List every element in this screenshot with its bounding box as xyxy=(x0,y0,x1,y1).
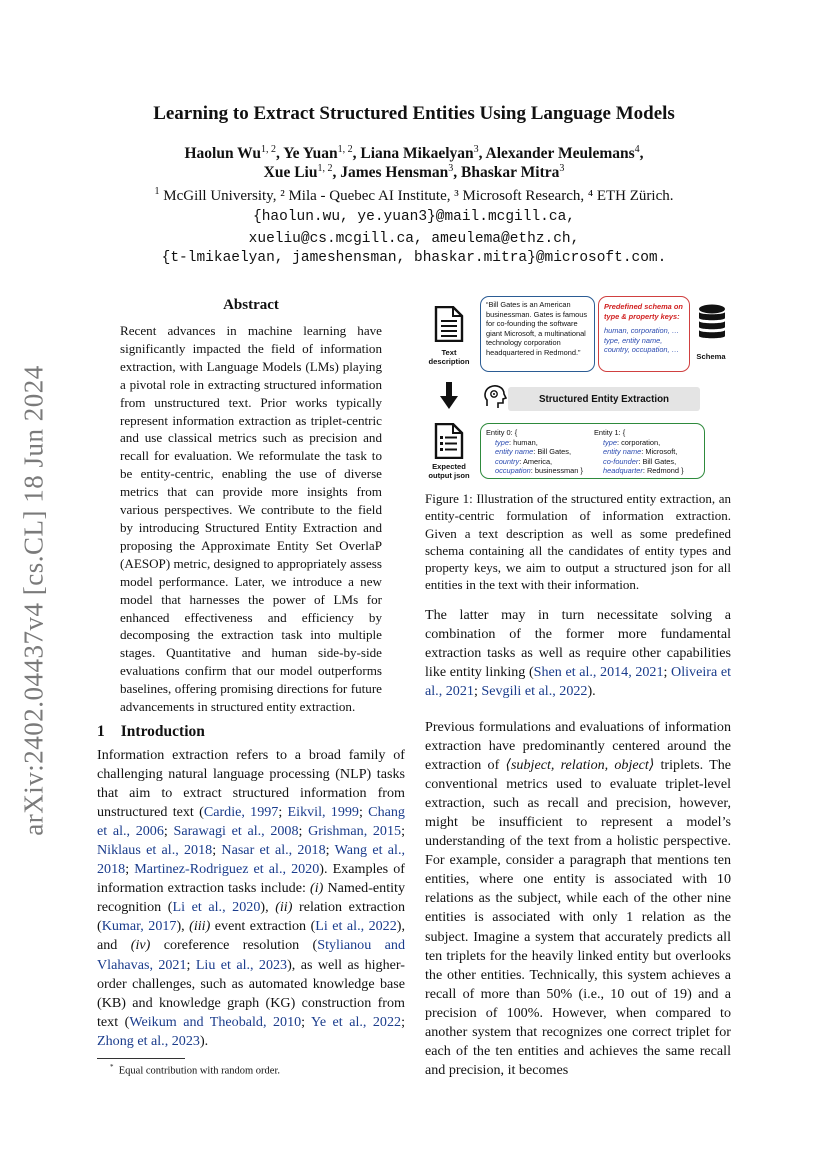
right-paragraph-1: The latter may in turn necessitate solving a combination of the former more fundamental extraction tasks as well as require other capabilities like entity linking (Shen et al., 2014, 2021; Oliveira et al., 2021; Sevgili et al., 2022). xyxy=(425,607,731,700)
expected-output-label: Expected output json xyxy=(428,462,470,480)
database-icon xyxy=(697,304,727,340)
entity-header: Entity 1: { xyxy=(594,428,626,437)
expected-output-box xyxy=(480,423,705,479)
output-list-icon xyxy=(433,423,465,459)
citation-link[interactable]: Li et al., 2022 xyxy=(315,918,397,935)
author-name: Haolun Wu xyxy=(184,145,262,163)
citation-link[interactable]: Niklaus et al., 2018 xyxy=(97,842,213,859)
citation-link[interactable]: Wang et al., 2018 xyxy=(97,842,405,878)
citation-link[interactable]: Zhong et al., 2023 xyxy=(97,1032,200,1049)
document-icon xyxy=(433,306,465,342)
author-affil-sup: 3 xyxy=(448,163,454,174)
property-key: type xyxy=(495,437,509,447)
author-name: Ye Yuan xyxy=(283,145,338,163)
schema-label: Schema xyxy=(696,352,726,361)
schema-box xyxy=(598,296,690,372)
citation-link[interactable]: Chang et al., 2006 xyxy=(97,804,405,840)
footnote-divider xyxy=(97,1058,185,1059)
intro-paragraph: Information extraction refers to a broad family of challenging natural language processing (NLP) tasks that aim to extract structured information from unstructured text (Cardie, 1997; Eikvil, 1999; Chang et al., 2006; Sarawagi et al., 2008; Grishman, 2015; Niklaus et al., 2018; Nasar et al., 2018; Wang et al., 2018; Martinez-Rodriguez et al., 2020). Examples of information extraction tasks include: (i) Named-entity recognition (Li et al., 2020), (ii) relation extraction (Kumar, 2017), (iii) event extraction (Li et al., 2022), and (iv) coreference resolution (Stylianou and Vlahavas, 2021; Liu et al., 2023), as well as higher-order challenges, such as automated knowledge base (KB) and knowledge graph (KG) construction from text (Weikum and Theobald, 2010; Ye et al., 2022; Zhong et al., 2023). xyxy=(97,747,406,1049)
author-affil-sup: 3 xyxy=(473,144,479,155)
citation-link[interactable]: Sarawagi et al., 2008 xyxy=(173,823,299,840)
author-name: Liana Mikaelyan xyxy=(360,145,474,163)
citation-link[interactable]: Cardie, 1997 xyxy=(203,804,279,821)
citation-link[interactable]: Kumar, 2017 xyxy=(101,918,177,935)
author-affil-sup: 3 xyxy=(559,163,565,174)
entity-property: headquarter: Redmond } xyxy=(603,466,684,476)
schema-items: human, corporation, … type, entity name, country, occupation, … xyxy=(604,326,680,355)
entity-property: type: corporation, xyxy=(603,437,661,447)
author-list-line-1: Haolun Wu$^{1, 2}$, Ye Yuan$^{1, 2}$, Liana Mikaelyan$^3$, Alexander Meulemans$^4$, xyxy=(184,144,644,163)
italic-text: (ii) xyxy=(275,899,293,916)
property-key: occupation xyxy=(495,466,531,476)
citation-link[interactable]: Ye et al., 2022 xyxy=(311,1013,402,1030)
email-line-3: {t-lmikaelyan, jameshensman, bhaskar.mitra}@microsoft.com. xyxy=(161,250,667,266)
author-name: Alexander Meulemans xyxy=(485,145,635,163)
citation-link[interactable]: Shen et al., 2014, 2021 xyxy=(533,664,664,681)
structured-entity-extraction-step: Structured Entity Extraction xyxy=(508,387,700,411)
citation-link[interactable]: Liu et al., 2023 xyxy=(195,956,288,973)
citation-link[interactable]: Li et al., 2020 xyxy=(172,899,261,916)
entity-property: country: America, xyxy=(495,456,553,466)
arrow-down-icon xyxy=(439,382,459,410)
footnote: * Equal contribution with random order. xyxy=(110,1063,281,1077)
entity-header: Entity 0: { xyxy=(486,428,518,437)
email-line-1: {haolun.wu, ye.yuan3}@mail.mcgill.ca, xyxy=(253,209,575,225)
property-key: entity name xyxy=(603,447,642,457)
italic-text: (iv) xyxy=(130,937,151,954)
entity-property: entity name: Bill Gates, xyxy=(495,447,572,457)
text-description-label: Text description xyxy=(428,348,470,366)
text-description-box: “Bill Gates is an American businessman. Gates is famous for co-founding the software giant Microsoft, a multinational technology corporation headquartered in Redmond.” xyxy=(480,296,595,372)
affiliations: $^1$ McGill University, ² Mila - Quebec AI Institute, ³ Microsoft Research, ⁴ ETH Zürich. xyxy=(154,186,674,204)
model-head-icon xyxy=(483,384,507,410)
right-paragraph-2: Previous formulations and evaluations of information extraction have predominantly centered around the extraction of ⟨subject, relation, object⟩ triplets. The conventional metrics used to evaluate triplet-level extraction, such as recall and precision, however, might be insufficient to represent a model’s understanding of the text from a holistic perspective. For example, consider a paragraph that mentions ten entities, where one entity is associated with 10 relations as the subject, while each of the other nine entities is associated with only 1 relation as the subject. Imagine a system that accurately predicts all ten triplets for the heavily linked entity but overlooks the other entities. Technically, this system achieves a recall of more than 50% (i.e., 10 out of 19) and a precision of 100%. However, when compared to another system that recognizes one correct triplet for each of the ten entities and achieves the same recall and precision, it becomes xyxy=(425,719,732,1078)
italic-text: (i) xyxy=(310,880,324,897)
entity-property: co-founder: Bill Gates, xyxy=(603,456,677,466)
author-affil-sup: 1, 2 xyxy=(317,163,333,174)
figure-caption: Figure 1: Illustration of the structured entity extraction, an entity-centric formulation of information extraction. Given a text description as well as some predefined schema containing all the candidates of entity types and property keys, we aim to output a structured json for all entities in the text with their information. xyxy=(425,491,731,593)
author-affil-sup: 4 xyxy=(634,144,640,155)
citation-link[interactable]: Nasar et al., 2018 xyxy=(221,842,326,859)
schema-title: Predefined schema on type & property keys: xyxy=(604,302,683,321)
entity-0-block xyxy=(486,428,591,474)
figure-1 xyxy=(425,292,731,484)
citation-link[interactable]: Stylianou and Vlahavas, 2021 xyxy=(97,937,406,973)
entity-property: entity name: Microsoft, xyxy=(603,447,678,457)
author-list-line-2: Xue Liu$^{1, 2}$, James Hensman$^3$, Bhaskar Mitra$^3$ xyxy=(263,163,565,182)
paper-title: Learning to Extract Structured Entities Using Language Models xyxy=(153,103,675,124)
citation-link[interactable]: Weikum and Theobald, 2010 xyxy=(129,1013,302,1030)
property-key: headquarter xyxy=(603,466,643,476)
citation-link[interactable]: Grishman, 2015 xyxy=(308,823,402,840)
citation-link[interactable]: Eikvil, 1999 xyxy=(287,804,359,821)
abstract-heading: Abstract xyxy=(223,297,279,313)
property-key: country xyxy=(495,456,520,466)
author-affil-sup: 1, 2 xyxy=(337,144,353,155)
entity-property: occupation: businessman } xyxy=(495,466,583,476)
email-line-2: xueliu@cs.mcgill.ca, ameulema@ethz.ch, xyxy=(248,231,580,247)
author-name: James Hensman xyxy=(340,164,449,182)
citation-link[interactable]: Oliveira et al., 2021 xyxy=(425,664,731,700)
entity-property: type: human, xyxy=(495,437,538,447)
italic-text: (iii) xyxy=(189,918,211,935)
entity-1-block xyxy=(594,428,699,474)
citation-link[interactable]: Sevgili et al., 2022 xyxy=(481,683,588,700)
abstract-text: Recent advances in machine learning have significantly impacted the field of information extraction, with Language Models (LMs) playing a pivotal role in extracting structured information from unstructured text. Prior works typically represent information extraction as triplet-centric and use classical metrics such as precision and recall for evaluation. We reformulate the task to be entity-centric, enabling the use of diverse metrics that can provide more insights from various perspectives. We contribute to the field by introducing Structured Entity Extraction and proposing the Approximate Entity Set OverlaP (AESOP) metric, designed to appropriately assess model performance. Later, we introduce a new model that harnesses the power of LMs for enhanced effectiveness and efficiency by decomposing the extraction task into multiple stages. Quantitative and human side-by-side evaluations confirm that our model outperforms baselines, offering promising directions for future advancements in structured entity extraction. xyxy=(120,323,382,715)
italic-text: ⟨subject, relation, object⟩ xyxy=(505,757,655,774)
author-affil-sup: 1, 2 xyxy=(261,144,277,155)
author-name: Xue Liu xyxy=(263,164,318,182)
section-heading-introduction: 1 Introduction xyxy=(97,723,205,740)
property-key: co-founder xyxy=(603,456,639,466)
citation-link[interactable]: Martinez-Rodriguez et al., 2020 xyxy=(134,861,320,878)
property-key: type xyxy=(603,437,617,447)
arxiv-identifier: arXiv:2402.04437v4 [cs.CL] 18 Jun 2024 xyxy=(18,364,49,836)
property-key: entity name xyxy=(495,447,534,457)
author-name: Bhaskar Mitra xyxy=(461,164,560,182)
